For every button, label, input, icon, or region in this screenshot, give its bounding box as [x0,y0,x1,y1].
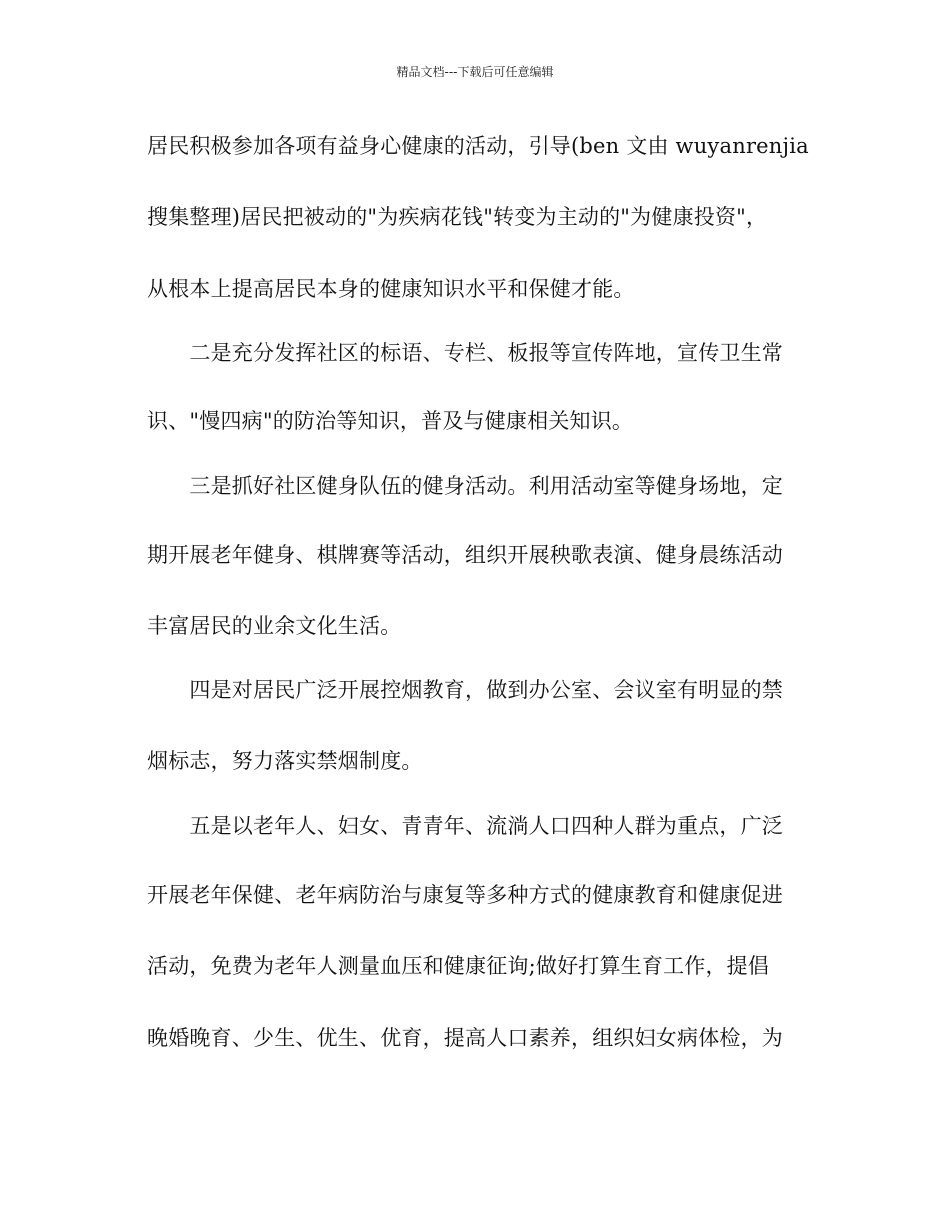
body-line: 期开展老年健身、棋牌赛等活动，组织开展秧歌表演、健身晨练活动 [147,543,783,567]
body-line: 三是抓好社区健身队伍的健身活动。利用活动室等健身场地，定 [147,474,783,498]
body-line: 四是对居民广泛开展控烟教育，做到办公室、会议室有明显的禁 [147,678,783,702]
page-header: 精品文档---下载后可任意编辑 [396,65,554,79]
body-line: 晚婚晚育、少生、优生、优育，提高人口素养，组织妇女病体检，为 [147,1026,783,1050]
body-line: 二是充分发挥社区的标语、专栏、板报等宣传阵地，宣传卫生常 [147,341,783,365]
body-line: 丰富居民的业余文化生活。 [147,614,402,638]
body-line: 开展老年保健、老年病防治与康复等多种方式的健康教育和健康促进 [147,883,783,907]
body-line: 搜集整理)居民把被动的"为疾病花钱"转变为主动的"为健康投资"， [147,205,768,229]
body-line: 活动，免费为老年人测量血压和健康征询;做好打算生育工作，提倡 [147,954,770,978]
body-line: 居民积极参加各项有益身心健康的活动，引导(ben 文由 wuyanrenjia [147,134,809,158]
body-line: 识、"慢四病"的防治等知识，普及与健康相关知识。 [147,409,634,433]
body-line: 五是以老年人、妇女、青青年、流淌人口四种人群为重点，广泛 [147,814,783,838]
body-line: 烟标志，努力落实禁烟制度。 [147,749,423,773]
body-line: 从根本上提高居民本身的健康知识水平和保健才能。 [147,277,635,301]
